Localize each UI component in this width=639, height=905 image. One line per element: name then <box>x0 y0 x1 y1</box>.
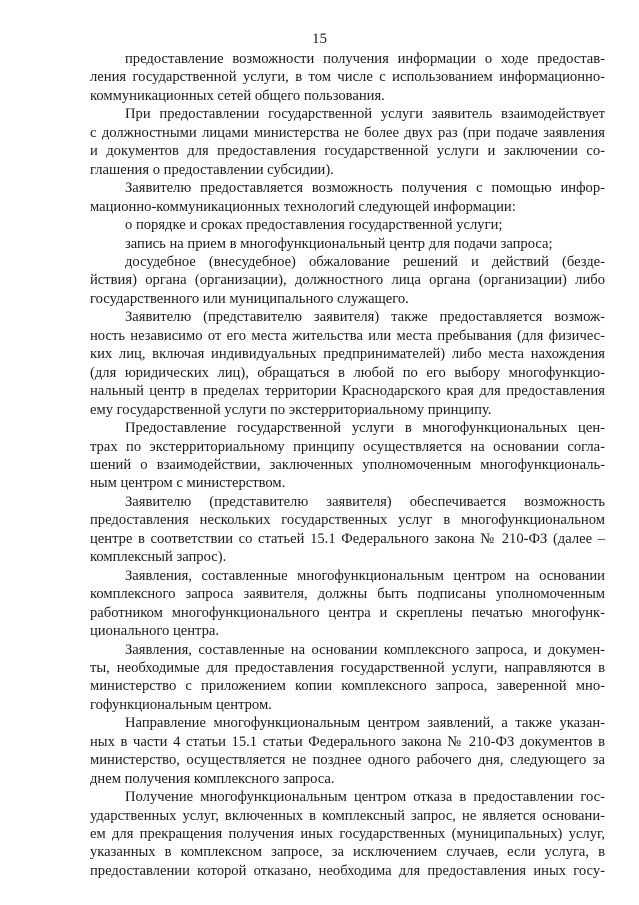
text-line: ем для прекращения получения иных государственных (муниципальных) услуг, <box>90 826 605 843</box>
text-line: предоставление возможности получения информации о ходе предостав- <box>125 51 605 67</box>
text-line: йствия) органа (организации), должностного лица органа (организации) либо <box>90 272 605 289</box>
text-line: днем получения комплексного запроса. <box>90 770 335 787</box>
text-line: ких лиц, включая индивидуальных предпринимателей) либо места нахождения <box>90 346 605 363</box>
text-line: центре в соответствии со статьей 15.1 Федерального закона № 210-ФЗ (далее – <box>90 530 605 547</box>
paragraph <box>90 235 605 253</box>
text-line: мационно-коммуникационных технологий следующей информации: <box>90 198 516 215</box>
text-line: ударственных услуг, включенных в комплексный запрос, не является основани- <box>90 807 605 824</box>
text-line: министерство, осуществляется не позднее одного рабочего дня, следующего за <box>90 752 605 769</box>
text-line: коммуникационных сетей общего пользования. <box>90 87 385 104</box>
paragraph <box>90 493 605 567</box>
text-line: трах по экстерриториальному принципу осуществляется на основании согла- <box>90 438 605 455</box>
paragraph <box>90 179 605 216</box>
paragraph <box>90 788 605 880</box>
text-line: ему государственной услуги по экстерриториальному принципу. <box>90 401 492 418</box>
text-line: досудебное (внесудебное) обжалование решений и действий (безде- <box>125 253 605 270</box>
paragraph <box>90 308 605 419</box>
text-line: Заявления, составленные на основании комплексного запроса, и докумен- <box>125 641 605 658</box>
text-line: министерство с приложением копии комплексного запроса, заверенной мно- <box>90 678 605 695</box>
document-body <box>90 50 605 880</box>
text-line: гофункциональным центром. <box>90 696 272 713</box>
text-line: Заявителю (представителю заявителя) также предоставляется возмож- <box>125 309 605 326</box>
text-line: Предоставление государственной услуги в многофункциональных цен- <box>125 420 605 437</box>
text-line: Получение многофункциональным центром отказа в предоставлении гос- <box>125 789 605 806</box>
paragraph <box>90 216 605 234</box>
text-line: При предоставлении государственной услуги заявитель взаимодействует <box>125 106 605 123</box>
paragraph <box>90 567 605 641</box>
text-line: ления государственной услуги, в том числе с использованием информационно- <box>90 69 605 86</box>
text-line: ных в части 4 статьи 15.1 статьи Федерального закона № 210-ФЗ документов в <box>90 733 605 750</box>
text-line: запись на прием в многофункциональный центр для подачи запроса; <box>125 235 553 252</box>
text-line: предоставления нескольких государственных услуг в многофункциональном <box>90 512 605 529</box>
text-line: Заявления, составленные многофункциональным центром на основании <box>125 567 605 584</box>
text-line: (для юридических лиц), обращаться в любой по его выбору многофункцио- <box>90 364 605 381</box>
page-number: 15 <box>312 31 327 47</box>
paragraph <box>90 105 605 179</box>
text-line: комплексный запрос). <box>90 549 227 566</box>
paragraph <box>90 641 605 715</box>
text-line: ность независимо от его места жительства или места пребывания (для физичес- <box>90 327 605 344</box>
paragraph <box>90 50 605 105</box>
text-line: государственного или муниципального служащего. <box>90 290 409 307</box>
text-line: указанных в комплексном запросе, за исключением случаев, если услуга, в <box>90 844 605 861</box>
text-line: работником многофункционального центра и скреплены печатью многофунк- <box>90 604 605 621</box>
text-line: предоставлении которой отказано, необходима для предоставления иных госу- <box>90 862 605 879</box>
text-line: комплексного запроса заявителя, должны быть подписаны уполномоченным <box>90 586 605 603</box>
text-line: нальный центр в пределах территории Краснодарского края для предоставления <box>90 383 605 400</box>
text-line: с должностными лицами министерства не более двух раз (при подаче заявления <box>90 124 605 141</box>
text-line: Заявителю предоставляется возможность получения с помощью инфор- <box>125 180 605 197</box>
paragraph <box>90 714 605 788</box>
text-line: Направление многофункциональным центром заявлений, а также указан- <box>125 715 605 732</box>
text-line: ционального центра. <box>90 623 220 640</box>
text-line: о порядке и сроках предоставления государственной услуги; <box>125 217 503 234</box>
paragraph <box>90 419 605 493</box>
text-line: шений о взаимодействии, заключенных уполномоченным многофункциональ- <box>90 456 605 473</box>
text-line: ным центром с министерством. <box>90 475 286 492</box>
paragraph <box>90 253 605 308</box>
text-line: ты, необходимые для предоставления государственной услуги, направляются в <box>90 659 605 676</box>
text-line: и документов для предоставления государственной услуги и заключении со- <box>90 143 605 160</box>
text-line: глашения о предоставлении субсидии). <box>90 161 334 178</box>
text-line: Заявителю (представителю заявителя) обеспечивается возможность <box>125 493 605 510</box>
